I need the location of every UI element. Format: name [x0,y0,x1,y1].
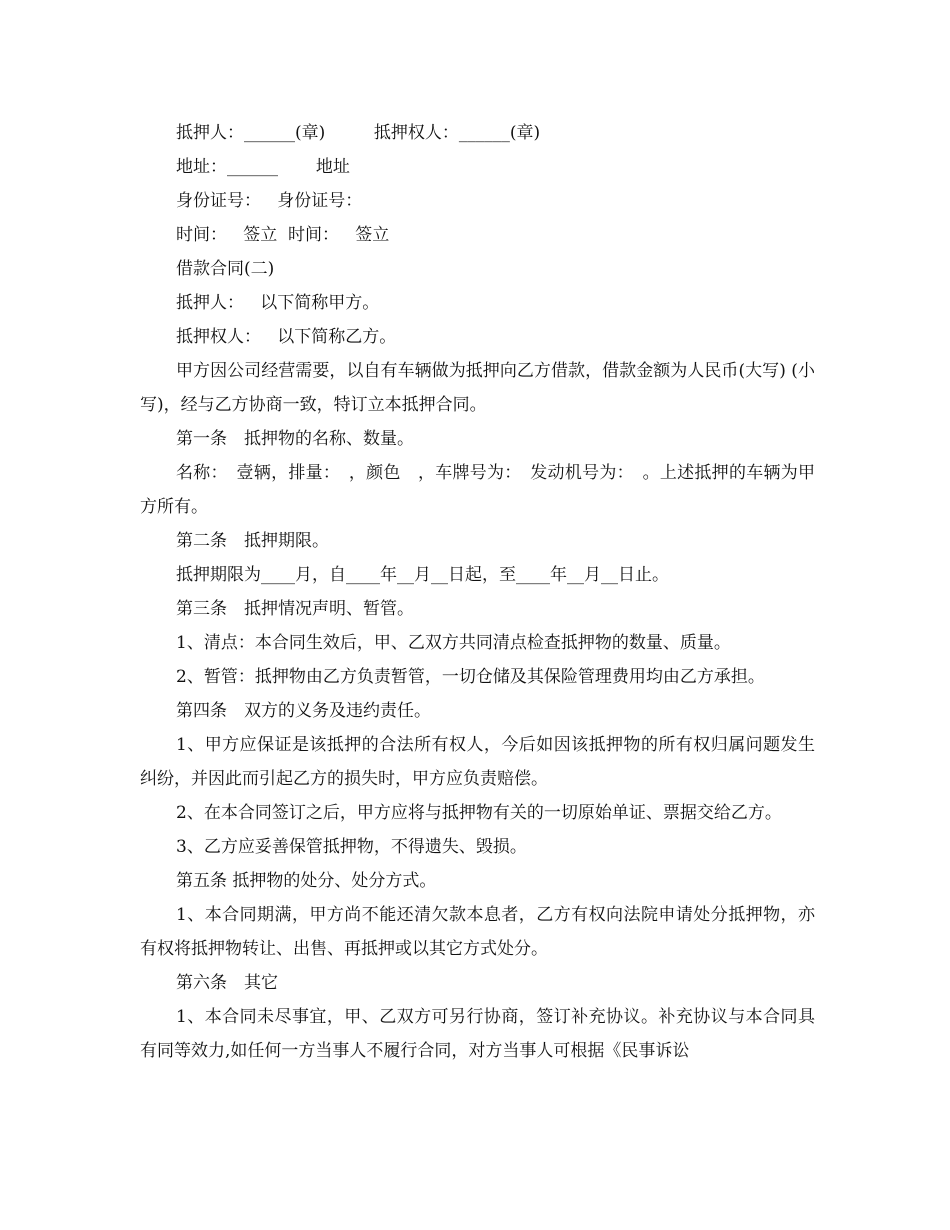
article-6-item-1: 1、本合同未尽事宜，甲、乙双方可另行协商，签订补充协议。补充协议与本合同具有同等效力,如任何一方当事人不履行合同，对方当事人可根据《民事诉讼 [140,1007,815,1061]
document-body [140,116,815,1068]
article-4-item-2: 2、在本合同签订之后，甲方应将与抵押物有关的一切原始单证、票据交给乙方。 [176,803,782,823]
signature-line-parties: 抵押人：______(章) 抵押权人：______(章) [176,123,541,143]
article-3-item-1: 1、清点：本合同生效后，甲、乙双方共同清点检查抵押物的数量、质量。 [176,633,731,653]
contract-title: 借款合同(二) [176,259,275,279]
article-4-item-1: 1、甲方应保证是该抵押的合法所有权人，今后如因该抵押物的所有权归属问题发生纠纷，并因此而引起乙方的损失时，甲方应负责赔偿。 [140,735,815,789]
article-5-title: 第五条 抵押物的处分、处分方式。 [176,871,437,891]
party-a-line: 抵押人： 以下简称甲方。 [176,293,380,313]
article-3-title: 第三条 抵押情况声明、暂管。 [176,599,414,619]
intro-paragraph: 甲方因公司经营需要，以自有车辆做为抵押向乙方借款，借款金额为人民币(大写) (小写)，经与乙方协商一致，特订立本抵押合同。 [140,361,815,415]
article-1-title: 第一条 抵押物的名称、数量。 [176,429,414,449]
signature-line-address: 地址：______ 地址 [176,157,350,177]
article-3-item-2: 2、暂管：抵押物由乙方负责暂管，一切仓储及其保险管理费用均由乙方承担。 [176,667,765,687]
article-1-body: 名称： 壹辆，排量： ，颜色 ，车牌号为： 发动机号为： 。上述抵押的车辆为甲方所有。 [140,463,815,517]
article-4-item-3: 3、乙方应妥善保管抵押物，不得遗失、毁损。 [176,837,527,857]
signature-line-id: 身份证号： 身份证号： [176,191,363,211]
article-5-item-1: 1、本合同期满，甲方尚不能还清欠款本息者，乙方有权向法院申请处分抵押物，亦有权将抵押物转让、出售、再抵押或以其它方式处分。 [140,905,815,959]
article-2-title: 第二条 抵押期限。 [176,531,329,551]
article-4-title: 第四条 双方的义务及违约责任。 [176,701,431,721]
party-b-line: 抵押权人： 以下简称乙方。 [176,327,397,347]
article-2-body: 抵押期限为____月，自____年__月__日起，至____年__月__日止。 [176,565,669,585]
signature-line-date: 时间： 签立 时间： 签立 [176,225,390,245]
article-6-title: 第六条 其它 [176,973,278,993]
